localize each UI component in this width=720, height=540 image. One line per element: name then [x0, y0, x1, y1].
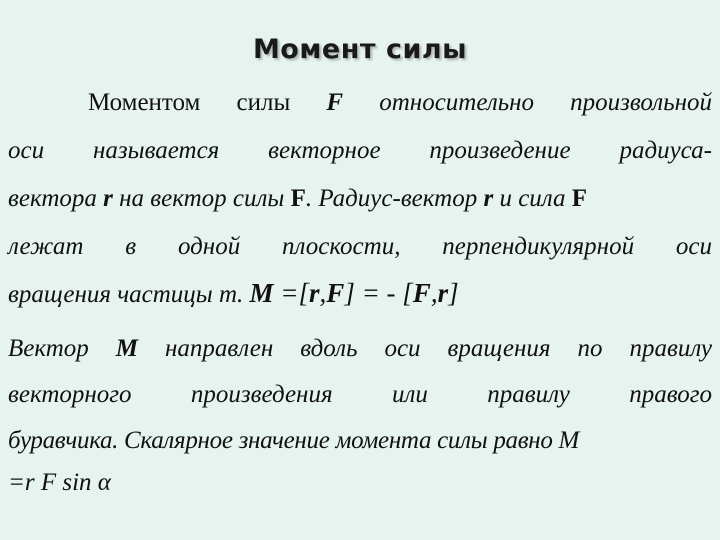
- text-run: вращения частицы m.: [8, 281, 250, 308]
- text-run: . Радиус-вектор: [305, 185, 484, 212]
- force-symbol: F: [326, 89, 344, 116]
- force-symbol: F: [571, 185, 588, 212]
- word: в: [125, 233, 137, 260]
- text-run: вектора: [8, 185, 104, 212]
- text-run: ,: [319, 278, 327, 308]
- word: Вектор: [8, 335, 89, 362]
- word: оси: [675, 233, 712, 260]
- radius-symbol: r: [103, 185, 113, 212]
- word: произведение: [429, 137, 571, 164]
- word: перпендикулярной: [442, 233, 635, 260]
- para1-line3: [8, 184, 712, 214]
- radius-symbol: r: [437, 278, 449, 308]
- word: направлен: [165, 335, 274, 362]
- slide-title: Момент силы: [252, 34, 468, 65]
- text-run: на вектор силы: [112, 185, 291, 212]
- text-run: ,: [430, 278, 438, 308]
- word: одной: [177, 233, 241, 260]
- word: называется: [92, 137, 220, 164]
- radius-symbol: r: [483, 185, 494, 212]
- word: векторное: [268, 137, 381, 164]
- radius-symbol: r: [309, 278, 320, 308]
- word: правилу: [487, 381, 570, 408]
- para2-line3: буравчика. Скалярное значение момента силы равно M: [8, 427, 580, 454]
- text-run: ]: [448, 278, 459, 308]
- word: плоскости,: [282, 233, 401, 260]
- para1-line2: [8, 136, 712, 166]
- word: векторного: [8, 381, 132, 408]
- para2-line2: [8, 380, 712, 410]
- para2-line1: [8, 334, 712, 364]
- word: вдоль: [300, 335, 358, 362]
- moment-symbol: M: [115, 335, 139, 362]
- word: лежат: [8, 233, 84, 260]
- para1-line1: [8, 88, 712, 118]
- moment-symbol: M: [249, 278, 274, 308]
- para2-line4-formula: =r F sin α: [8, 469, 111, 496]
- para1-line4: [8, 232, 712, 262]
- force-symbol: F: [326, 278, 345, 308]
- word: оси: [8, 137, 45, 164]
- text-run: =[: [273, 278, 310, 308]
- word: или: [391, 381, 428, 408]
- para1-line5-formula: [8, 278, 712, 310]
- word: относительно: [379, 89, 534, 116]
- word: вращения: [447, 335, 551, 362]
- word: оси: [384, 335, 421, 362]
- word: произведения: [190, 381, 333, 408]
- word: Моментом: [88, 89, 201, 116]
- text-run: ] = - [: [344, 278, 413, 308]
- force-symbol: F: [412, 278, 431, 308]
- word: силы: [236, 89, 291, 116]
- force-symbol: F: [290, 185, 306, 212]
- text-run: и сила: [493, 185, 572, 212]
- word: правого: [629, 381, 712, 408]
- word: правилу: [629, 335, 712, 362]
- word: радиуса-: [619, 137, 712, 164]
- word: по: [577, 335, 603, 362]
- word: произвольной: [570, 89, 712, 116]
